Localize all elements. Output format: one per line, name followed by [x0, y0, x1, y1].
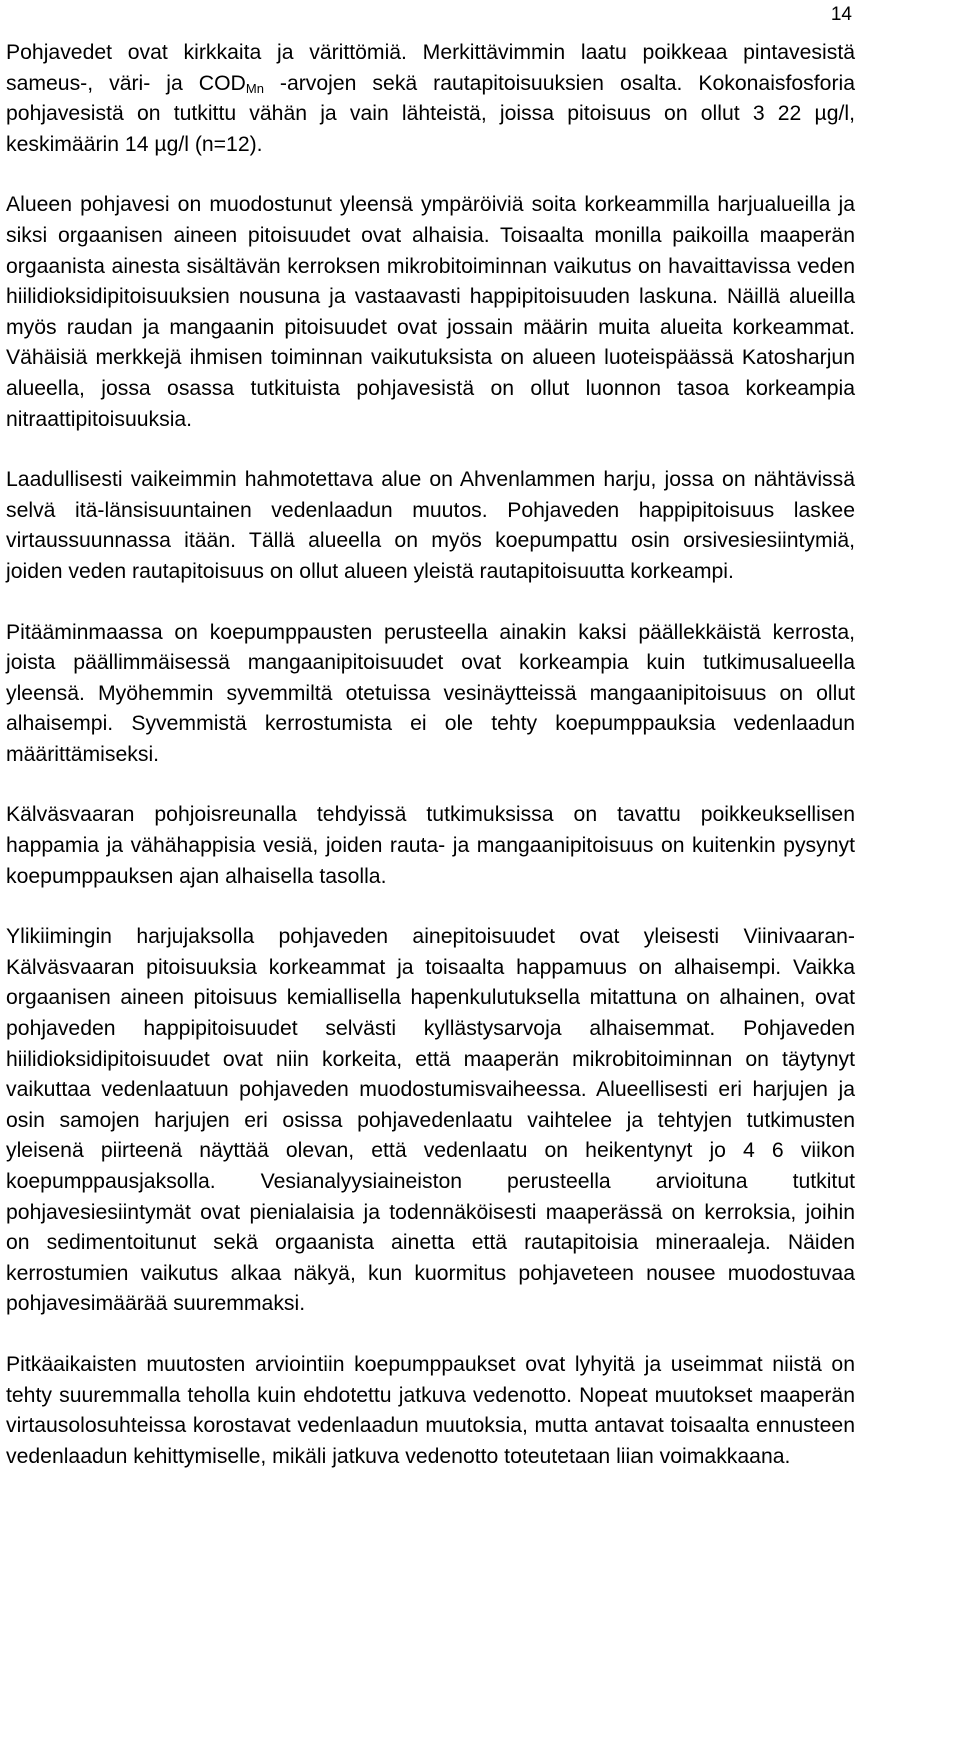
paragraph-groundwater-quality	[6, 38, 855, 160]
paragraph-ahvenlampi: Laadullisesti vaikeimmin hahmotettava alue on Ahvenlammen harju, jossa on nähtävissä selvä itä-länsisuuntainen vedenlaadun muutos. Pohjaveden happipitoisuus laskee virtaussuunnassa itään. Tällä alueella on myös koepumpattu osin orsivesiesiintymiä, joiden veden rautapitoisuus on ollut alueen yleistä rautapitoisuutta korkeampi.	[6, 468, 855, 583]
paragraph-text: Pohjavedet ovat kirkkaita ja värittömiä. Merkittävimmin laatu poikkeaa pintavesistä sameus-, väri- ja COD	[6, 41, 855, 95]
paragraph-kalvasvaara: Kälväsvaaran pohjoisreunalla tehdyissä tutkimuksissa on tavattu poikkeuksellisen happamia ja vähähappisia vesiä, joiden rauta- ja mangaanipitoisuus on kuitenkin pysynyt koepumppauksen ajan alhaisella tasolla.	[6, 803, 855, 888]
paragraph-pitaaminmaa: Pitääminmaassa on koepumppausten perusteella ainakin kaksi päällekkäistä kerrosta, joista päällimmäisessä mangaanipitoisuudet ovat korkeampia kuin tutkimusalueella yleensä. Myöhemmin syvemmiltä otetuissa vesinäytteissä mangaanipitoisuus on ollut alhaisempi. Syvemmistä kerrostumista ei ole tehty koepumppauksia vedenlaadun määrittämiseksi.	[6, 620, 855, 766]
page-number: 14	[830, 4, 852, 25]
paragraph-long-term-changes: Pitkäaikaisten muutosten arviointiin koepumppaukset ovat lyhyitä ja useimmat niistä on tehty suuremmalla teholla kuin ehdotettu jatkuva vedenotto. Nopeat muutokset maaperän virtausolosuhteissa korostavat vedenlaadun muutoksia, mutta antavat toisaalta ennusteen vedenlaadun kehittymiselle, mikäli jatkuva vedenotto toteutetaan liian voimakkaana.	[6, 1352, 855, 1468]
paragraph-text: -arvojen sekä rautapitoisuuksien osalta. Kokonaisfosforia pohjavesistä on tutkittu vähän ja vain lähteistä, joissa pitoisuus on ollut 3 22 µg/l, keskimäärin 14 µg/l (n=12).	[6, 71, 855, 156]
paragraph-area-groundwater: Alueen pohjavesi on muodostunut yleensä ympäröiviä soita korkeammilla harjualueilla ja siksi orgaanisen aineen pitoisuudet ovat alhaisia. Toisaalta monilla paikoilla maaperän orgaanista ainesta sisältävän kerroksen mikrobitoiminnan vaikutus on havaittavissa veden hiilidioksidipitoisuuksien nousuna ja vastaavasti happipitoisuuden laskuna. Näillä alueilla myös raudan ja mangaanin pitoisuudet ovat jossain määrin muita alueita korkeammat. Vähäisiä merkkejä ihmisen toiminnan vaikutuksista on alueen luoteispäässä Katosharjun alueella, jossa osassa tutkituista pohjavesistä on ollut luonnon tasoa korkeampia nitraattipitoisuuksia.	[6, 193, 855, 431]
body-text	[6, 38, 855, 1472]
paragraph-ylikiiminki: Ylikiimingin harjujaksolla pohjaveden ainepitoisuudet ovat yleisesti Viinivaaran-Kälväsvaaran pitoisuuksia korkeammat ja toisaalta happamuus on alhaisempi. Vaikka orgaanisen aineen pitoisuus kemiallisella hapenkulutuksella mitattuna on alhainen, ovat pohjaveden happipitoisuudet selvästi kyllästysarvoja alhaisemmat. Pohjaveden hiilidioksidipitoisuudet ovat niin korkeita, että maaperän mikrobitoiminnan on täytynyt vaikuttaa vedenlaatuun pohjaveden muodostumisvaiheessa. Alueellisesti eri harjujen ja osin samojen harjujen eri osissa pohjavedenlaatu vaihtelee ja tehtyjen tutkimusten yleisenä piirteenä näyttää olevan, että vedenlaatu on heikentynyt jo 4 6 viikon koepumppausjaksolla. Vesianalyysiaineiston perusteella arvioituna tutkitut pohjavesiesiintymät ovat pienialaisia ja todennäköisesti maaperässä on kerroksia, joihin on sedimentoitunut sekä orgaanista ainetta että rautapitoisia mineraaleja. Näiden kerrostumien vaikutus alkaa näkyä, kun kuormitus pohjaveteen nousee muodostuvaa pohjavesimäärää suuremmaksi.	[6, 925, 855, 1316]
subscript-mn: Mn	[245, 80, 264, 96]
